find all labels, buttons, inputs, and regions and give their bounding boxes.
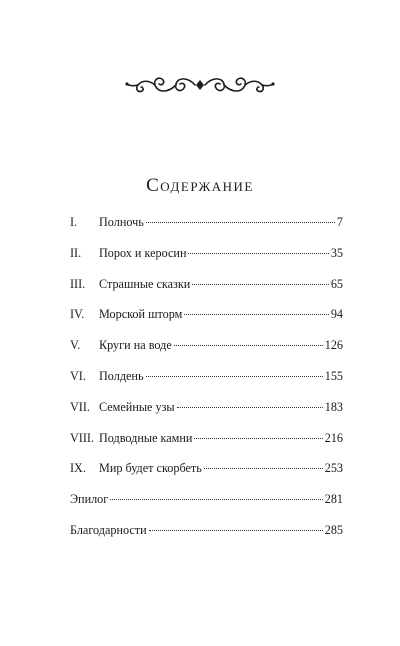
- dot-leader: [192, 284, 329, 285]
- dot-leader: [174, 345, 323, 346]
- toc-entry[interactable]: [70, 214, 343, 245]
- chapter-numeral: IX.: [70, 461, 86, 476]
- dot-leader: [146, 222, 335, 223]
- page-number: 253: [324, 461, 343, 476]
- chapter-numeral: IV.: [70, 307, 85, 322]
- toc-entry[interactable]: [70, 306, 343, 337]
- chapter-numeral: III.: [70, 276, 86, 291]
- backmatter-title: Эпилог: [70, 492, 109, 507]
- dot-leader: [204, 468, 323, 469]
- dot-leader: [110, 499, 322, 500]
- dot-leader: [184, 314, 328, 315]
- page-number: 183: [324, 399, 343, 414]
- chapter-numeral: II.: [70, 245, 82, 260]
- toc-entry[interactable]: [70, 399, 343, 430]
- toc-entry[interactable]: [70, 276, 343, 307]
- page-number: 216: [324, 430, 343, 445]
- toc-entry[interactable]: [70, 368, 343, 399]
- toc-entry-epilogue[interactable]: [70, 491, 343, 522]
- chapter-title: Полночь: [99, 215, 144, 229]
- dot-leader: [149, 530, 323, 531]
- dot-leader: [146, 376, 323, 377]
- toc-entry[interactable]: [70, 245, 343, 276]
- chapter-title: Порох и керосин: [99, 245, 187, 260]
- chapter-numeral: VII.: [70, 399, 90, 414]
- chapter-title: Круги на воде: [99, 338, 172, 353]
- toc-entry[interactable]: [70, 460, 343, 491]
- page-number: 94: [330, 307, 343, 322]
- scroll-flourish-icon: [124, 68, 276, 102]
- contents-heading: Содержание: [146, 175, 254, 196]
- chapter-title: Страшные сказки: [99, 276, 191, 291]
- chapter-title: Подводные камни: [99, 430, 193, 445]
- chapter-numeral: VIII.: [70, 430, 95, 445]
- page-number: 285: [324, 522, 343, 537]
- dot-leader: [188, 253, 328, 254]
- page-number: 7: [336, 215, 343, 229]
- page-number: 281: [324, 492, 343, 507]
- chapter-numeral: VI.: [70, 368, 86, 383]
- chapter-title: Морской шторм: [99, 307, 183, 322]
- chapter-title: Мир будет скорбеть: [99, 461, 202, 476]
- page-number: 126: [324, 338, 343, 353]
- chapter-title: Семейные узы: [99, 399, 175, 414]
- chapter-title: Полдень: [99, 368, 144, 383]
- toc-entry-acknowledgements[interactable]: [70, 522, 343, 553]
- page-number: 65: [330, 276, 343, 291]
- dot-leader: [177, 407, 323, 408]
- toc-entry[interactable]: [70, 430, 343, 461]
- table-of-contents: [70, 214, 343, 553]
- backmatter-title: Благодарности: [70, 522, 147, 537]
- dot-leader: [194, 438, 322, 439]
- page-number: 155: [324, 368, 343, 383]
- toc-entry[interactable]: [70, 337, 343, 368]
- page-number: 35: [330, 245, 343, 260]
- chapter-numeral: V.: [70, 338, 81, 353]
- chapter-numeral: I.: [70, 215, 78, 229]
